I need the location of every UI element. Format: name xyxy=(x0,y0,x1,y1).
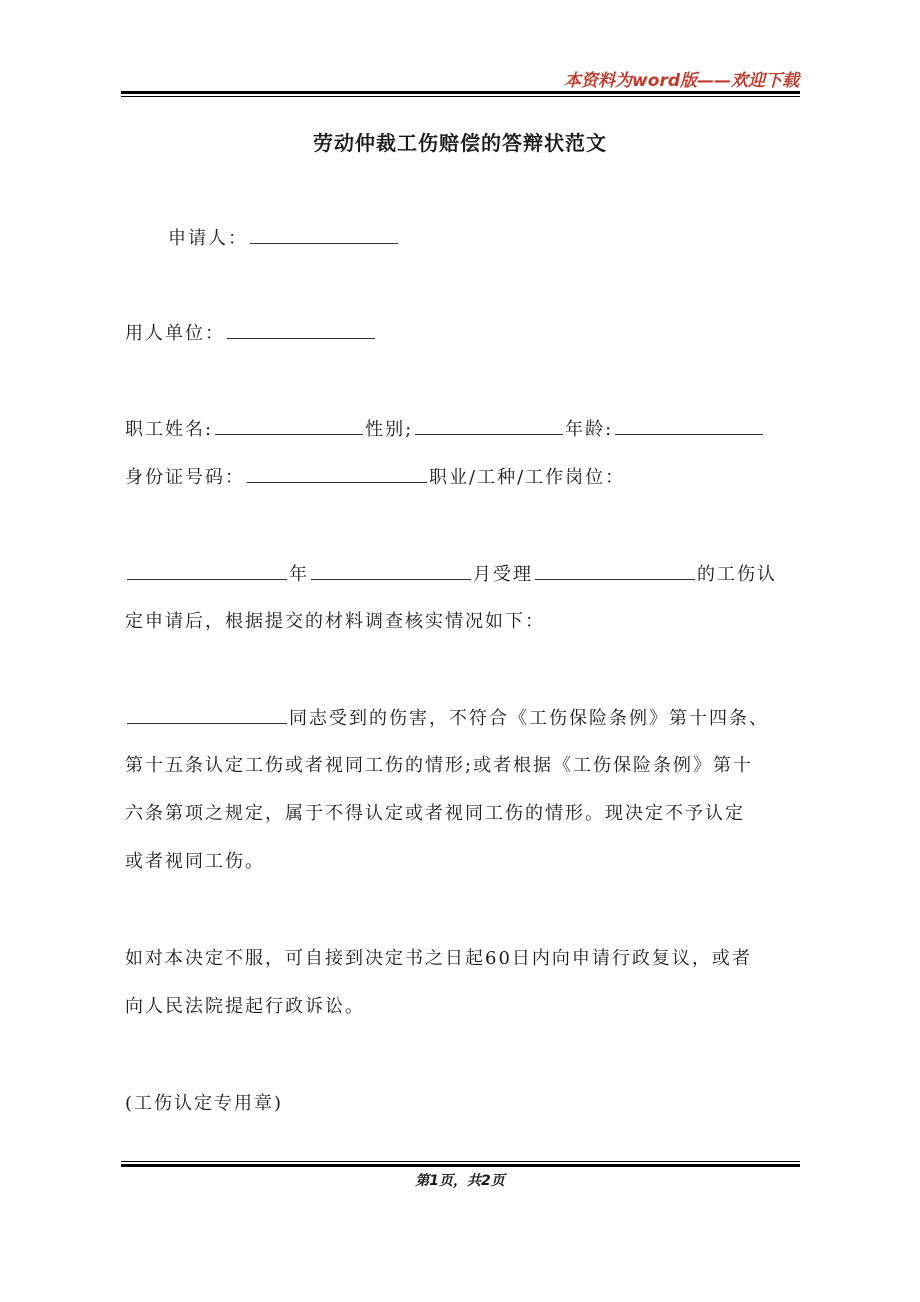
worker-name-label: 职工姓名: xyxy=(125,419,214,440)
id-line xyxy=(125,464,625,491)
para1-year: 年 xyxy=(289,564,309,585)
worker-info-line xyxy=(125,416,765,443)
accept-blank xyxy=(535,561,695,580)
header-note: 本资料为word版——欢迎下载 xyxy=(564,71,799,91)
seal-text: (工伤认定专用章) xyxy=(125,1093,284,1114)
para2-line4: 或者视同工伤。 xyxy=(125,851,265,872)
para3-line2: 向人民法院提起行政诉讼。 xyxy=(125,996,365,1017)
comrade-blank xyxy=(127,705,287,724)
para2-line2: 第十五条认定工伤或者视同工伤的情形;或者根据《工伤保险条例》第十 xyxy=(125,755,754,776)
worker-name-blank xyxy=(215,416,363,435)
employer-blank xyxy=(227,320,375,339)
age-blank xyxy=(615,416,763,435)
year-blank xyxy=(127,561,287,580)
age-label: 年龄: xyxy=(565,419,614,440)
occupation-label: 职业/工种/工作岗位： xyxy=(429,467,626,488)
para1-tail: 的工伤认 xyxy=(697,564,777,585)
page-number: 第1页，共2页 xyxy=(415,1173,505,1189)
month-blank xyxy=(311,561,471,580)
para3-line1: 如对本决定不服，可自接到决定书之日起60日内向申请行政复议，或者 xyxy=(125,948,752,969)
para1-month: 月受理 xyxy=(473,564,533,585)
employer-label: 用人单位： xyxy=(125,323,225,344)
para1-line2: 定申请后，根据提交的材料调查核实情况如下： xyxy=(125,611,545,632)
document-title: 劳动仲裁工伤赔偿的答辩状范文 xyxy=(313,131,607,155)
employer-line xyxy=(125,320,377,347)
para2-line3: 六条第项之规定，属于不得认定或者视同工伤的情形。现决定不予认定 xyxy=(125,803,745,824)
applicant-blank xyxy=(250,225,398,244)
id-blank xyxy=(247,464,427,483)
header-rule xyxy=(121,91,800,97)
para2-line1 xyxy=(125,705,769,732)
gender-label: 性别; xyxy=(365,419,414,440)
applicant-line xyxy=(168,225,400,252)
gender-blank xyxy=(415,416,563,435)
para2-line1-text: 同志受到的伤害，不符合《工伤保险条例》第十四条、 xyxy=(289,708,769,729)
para1-line1 xyxy=(125,561,777,588)
applicant-label: 申请人： xyxy=(168,228,248,249)
footer-rule xyxy=(121,1161,800,1167)
id-label: 身份证号码： xyxy=(125,467,245,488)
